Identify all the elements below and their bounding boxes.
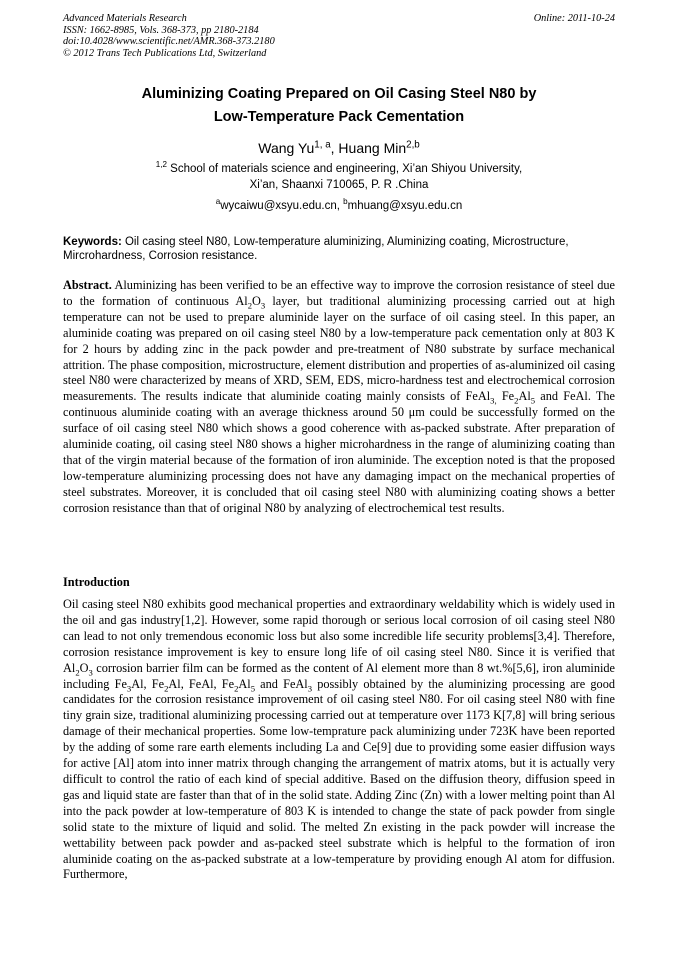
keywords-text: Oil casing steel N80, Low-temperature aluminizing, Aluminizing coating, Microstructure, Mircrohardness, Corrosion resistance. [63, 236, 569, 262]
intro-sub: 3 [126, 682, 132, 693]
intro-sub: 2 [164, 682, 169, 693]
keywords [63, 236, 615, 263]
email-a-sup: a [215, 197, 221, 207]
introduction-heading: Introduction [63, 575, 130, 589]
title-line-2: Low-Temperature Pack Cementation [213, 109, 465, 125]
abstract-sub: 2 [514, 395, 519, 406]
journal-name: Advanced Materials Research [63, 13, 187, 24]
abstract-text-1: Aluminizing has been verified to be an effective way to improve the corrosion resistance of steel due to the formation of continuous Al [63, 278, 615, 308]
abstract-sub: 3 [260, 300, 266, 311]
abstract-text-mid: O [252, 293, 261, 308]
intro-text: Al, FeAl, Fe [168, 676, 235, 691]
affiliation [63, 162, 615, 193]
intro-text: Al, Fe [131, 676, 165, 691]
journal-header [63, 13, 615, 59]
intro-sub: 3 [88, 667, 93, 678]
abstract-sub: 3, [490, 395, 497, 406]
abstract-sub: 5 [530, 395, 536, 406]
abstract-text-2: layer, but traditional aluminizing processing carried out at high temperature can not be used to prepare aluminide layer on the surface of oil casing steel. In this paper, an aluminide coating was prepared on oil casing steel N80 by a low-temperature pack cementation only at 803 K for 2 hours by adding zinc in the pack powder and pre-treatment of N80 substrate by surface mechanical attrition. The phase composition, microstructure, element distribution and properties of as-aluminized oil casing steel N80 were characterized by means of XRD, SEM, EDS, micro-hardness test and electrochemical corrosion measurements. The results indicate that aluminide coating mainly consists of FeAl [63, 293, 615, 404]
affiliation-line-2: Xi’an, Shaanxi 710065, P. R .China [249, 178, 429, 191]
email-b[interactable]: mhuang@xsyu.edu.cn [347, 200, 463, 212]
online-date: Online: 2011-10-24 [533, 13, 615, 24]
intro-text: Al [238, 676, 251, 691]
author-1-name: Wang Yu [258, 140, 315, 156]
journal-doi[interactable]: doi:10.4028/www.scientific.net/AMR.368-373.2180 [63, 36, 275, 47]
intro-sub: 2 [234, 682, 239, 693]
author-separator: , [330, 140, 339, 156]
intro-text: corrosion barrier film can be formed as the content of Al element more than 8 wt.%[5,6], iron aluminide including Fe [63, 660, 615, 691]
title-line-1: Aluminizing Coating Prepared on Oil Casing Steel N80 by [141, 86, 537, 102]
abstract-text-4: and FeAl. The continuous aluminide coating with an average thickness around 50 μm could be successfully formed on the surface of oil casing steel N80 which shows a good coherence with as-packed substrate. After preparation of aluminide coating, oil casing steel N80 shows a higher microhardness in the range of aluminizing coating than that of the virgin material because of the formation of iron aluminide. The exception noted is that the proposed low-temperature aluminizing processing does not have any damaging impact on the mechanical properties of steel substrates. Moreover, it is concluded that oil casing steel N80 with aluminizing coating shows a better corrosion resistance than that of original N80 by analyzing of electrochemical test results. [63, 389, 615, 515]
intro-text: Oil casing steel N80 exhibits good mechanical properties and extraordinary weldability which is widely used in the oil and gas industry[1,2]. However, some rapid thorough or serious local corrosion of oil casing steel N80 can lead to not only tremendous economic loss but also some incredible life security problems[3,4]. Therefore, corrosion resistance improvement is key to ensure long life of oil casing steel N80. Since it is verified that Al [63, 597, 615, 675]
email-b-sup: b [343, 197, 348, 207]
abstract-label: Abstract. [63, 278, 112, 292]
keywords-label: Keywords: [63, 236, 122, 248]
introduction-body [63, 597, 615, 883]
abstract-text-mid: Al [518, 389, 531, 404]
intro-sub: 3 [307, 682, 313, 693]
intro-sub: 2 [75, 667, 80, 678]
intro-text: possibly obtained by the aluminizing processing are good candidates for the corrosion resistance improvement of oil casing steel N80. For oil casing steel N80 with fine tiny grain size, traditional aluminizing processing carried out at temperature over 1173 K[7,8] will bring serious damage of their mechanical properties. Some low-temprature pack aluminizing under 723K have been reported by the adding of some rare earth elements including La and Ce[9] due to providing some easier diffusion ways for active [Al] atom into inner matrix through changing the arrangement of matrix atoms, but it is actually very difficult to control the ratio of each kind of special additive. Based on the diffusion theory, diffusion speed in gas and liquid state are faster than that of in the solid state. Adding Zinc (Zn) with a lower melting point than Al into the pack powder at low-temperature of 803 K is intended to change the state of pack powder from single solid state to the mixture of liquid and solid. The melted Zn existing in the pack powder will increase the wettability between pack powder and as-packed steel substrate which is helpful to the formation of iron aluminide coating on the as-packed substrate at a low-temperature by providing enough Al atom for diffusion. Furthermore, [63, 676, 615, 882]
author-emails [63, 199, 615, 214]
intro-text: O [79, 660, 89, 675]
intro-text: and FeAl [255, 676, 308, 691]
abstract [63, 278, 615, 517]
journal-copyright: © 2012 Trans Tech Publications Ltd, Switzerland [63, 47, 267, 59]
affiliation-line-1: School of materials science and engineering, Xi’an Shiyou University, [166, 163, 523, 175]
author-2-name: Huang Min [338, 140, 407, 156]
abstract-text-3: Fe [496, 389, 515, 404]
email-a[interactable]: wycaiwu@xsyu.edu.cn, [220, 200, 344, 212]
abstract-sub: 2 [247, 300, 253, 311]
intro-sub: 5 [250, 682, 256, 693]
affiliation-sup: 1,2 [155, 160, 167, 170]
journal-issn: ISSN: 1662-8985, Vols. 368-373, pp 2180-2184 [63, 24, 259, 36]
author-list [63, 139, 615, 157]
author-2-affil: 2,b [406, 139, 420, 151]
author-1-affil: 1, a [314, 139, 331, 151]
paper-title [63, 83, 615, 129]
